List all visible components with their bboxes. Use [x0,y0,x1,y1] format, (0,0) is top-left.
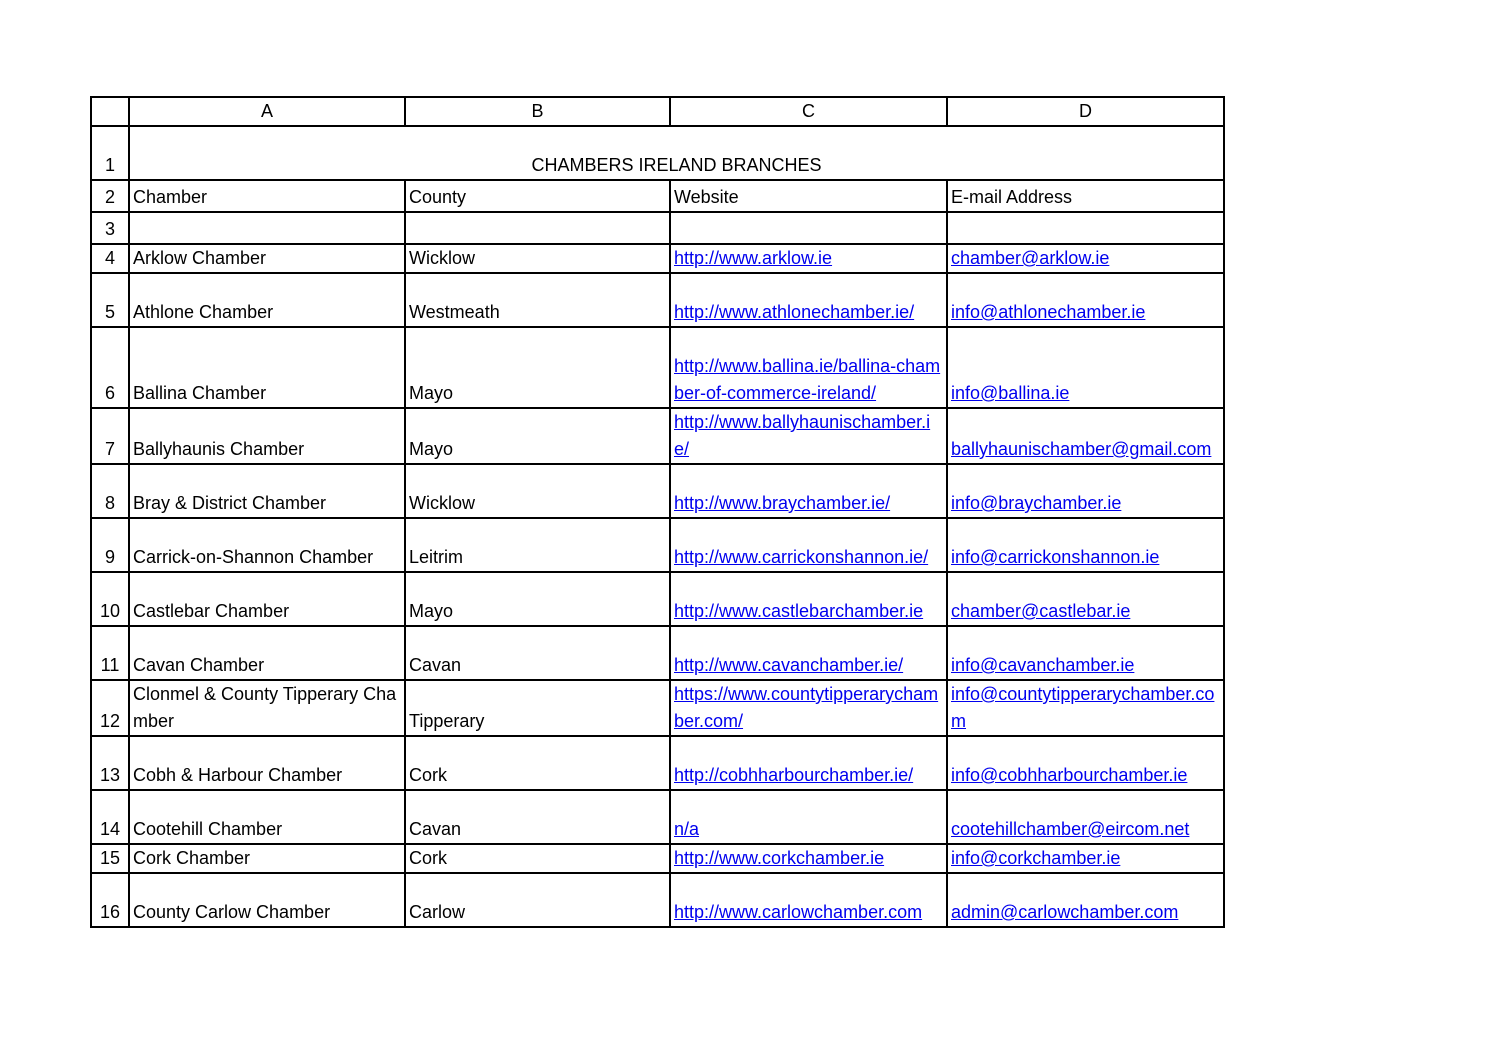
empty-cell[interactable] [129,212,405,244]
email-cell [947,244,1224,273]
website-cell [670,680,947,736]
chamber-cell-text: County Carlow Chamber [133,902,331,922]
table-row [91,273,1224,327]
county-cell[interactable] [405,736,670,790]
county-cell[interactable] [405,464,670,518]
table-row [91,572,1224,626]
county-cell[interactable] [405,518,670,572]
email-link[interactable]: chamber@arklow.ie [951,248,1110,268]
county-cell-text: Cavan [409,819,462,839]
chamber-cell[interactable] [129,873,405,927]
website-link[interactable]: n/a [674,819,700,839]
email-cell [947,273,1224,327]
email-cell [947,518,1224,572]
email-link[interactable]: info@carrickonshannon.ie [951,547,1160,567]
email-link[interactable]: info@braychamber.ie [951,493,1122,513]
email-cell [947,626,1224,680]
county-cell-text: Cork [409,765,448,785]
empty-cell[interactable] [670,212,947,244]
website-link[interactable]: http://www.castlebarchamber.ie [674,601,924,621]
chamber-cell-text: Athlone Chamber [133,302,274,322]
chamber-cell[interactable] [129,572,405,626]
chamber-cell-text: Ballina Chamber [133,383,267,403]
email-cell [947,408,1224,464]
chamber-cell[interactable] [129,790,405,844]
website-cell [670,873,947,927]
table-row [91,518,1224,572]
table-row [91,680,1224,736]
column-header-b[interactable]: B [405,97,670,126]
chamber-cell-text: Clonmel & County Tipperary Chamber [133,684,397,731]
corner-cell[interactable] [91,97,129,126]
county-cell[interactable] [405,327,670,408]
email-link[interactable]: ballyhaunischamber@gmail.com [951,439,1212,459]
row-number[interactable]: 10 [91,572,129,626]
row-number[interactable]: 14 [91,790,129,844]
chamber-cell[interactable] [129,327,405,408]
county-cell[interactable] [405,273,670,327]
county-cell-text: Tipperary [409,711,485,731]
row-number[interactable]: 1 [91,126,129,180]
table-row [91,626,1224,680]
county-cell-text: Cavan [409,655,462,675]
chamber-cell[interactable] [129,273,405,327]
website-link[interactable]: http://www.carlowchamber.com [674,902,923,922]
row-number[interactable]: 12 [91,680,129,736]
row-number[interactable]: 9 [91,518,129,572]
page-title: CHAMBERS IRELAND BRANCHES [129,126,1224,180]
website-link[interactable]: http://www.cavanchamber.ie/ [674,655,904,675]
data-rows [91,244,1224,927]
email-link[interactable]: info@cavanchamber.ie [951,655,1135,675]
chamber-cell-text: Arklow Chamber [133,248,267,268]
chamber-cell[interactable] [129,408,405,464]
chamber-cell-text: Bray & District Chamber [133,493,327,513]
row-number[interactable]: 5 [91,273,129,327]
website-link[interactable]: http://cobhharbourchamber.ie/ [674,765,914,785]
county-cell-text: Wicklow [409,248,475,268]
chamber-cell[interactable] [129,518,405,572]
website-link[interactable]: http://www.carrickonshannon.ie/ [674,547,929,567]
county-cell[interactable] [405,572,670,626]
empty-cell[interactable] [405,212,670,244]
column-header-d[interactable]: D [947,97,1224,126]
chamber-cell-text: Cootehill Chamber [133,819,283,839]
title-row [91,126,1224,180]
chamber-cell[interactable] [129,626,405,680]
row-number[interactable]: 11 [91,626,129,680]
county-cell[interactable] [405,873,670,927]
email-cell [947,736,1224,790]
row-number[interactable]: 3 [91,212,129,244]
county-cell-text: Cork [409,848,448,868]
website-cell [670,736,947,790]
website-cell [670,790,947,844]
county-cell-text: Mayo [409,439,454,459]
row-number[interactable]: 7 [91,408,129,464]
website-link[interactable]: http://www.ballyhaunischamber.ie/ [674,412,931,459]
website-cell [670,518,947,572]
table-row [91,244,1224,273]
email-cell [947,327,1224,408]
email-link[interactable]: info@corkchamber.ie [951,848,1121,868]
email-cell [947,873,1224,927]
county-cell-text: Mayo [409,383,454,403]
table-row [91,873,1224,927]
email-cell [947,844,1224,873]
email-link[interactable]: cootehillchamber@eircom.net [951,819,1190,839]
website-link[interactable]: http://www.arklow.ie [674,248,833,268]
empty-row [91,212,1224,244]
website-cell [670,464,947,518]
website-link[interactable]: http://www.ballina.ie/ballina-chamber-of-commerce-ireland/ [674,356,941,403]
email-link[interactable]: info@athlonechamber.ie [951,302,1146,322]
table-row [91,790,1224,844]
header-email: E-mail Address [947,180,1224,212]
chamber-cell[interactable] [129,244,405,273]
row-number[interactable]: 4 [91,244,129,273]
chamber-cell-text: Ballyhaunis Chamber [133,439,305,459]
chamber-cell-text: Cobh & Harbour Chamber [133,765,343,785]
table-row [91,844,1224,873]
row-number[interactable]: 8 [91,464,129,518]
header-row [91,180,1224,212]
chamber-cell[interactable] [129,844,405,873]
county-cell-text: Wicklow [409,493,475,513]
county-cell[interactable] [405,680,670,736]
county-cell[interactable] [405,844,670,873]
county-cell-text: Westmeath [409,302,500,322]
email-cell [947,680,1224,736]
chamber-cell[interactable] [129,736,405,790]
website-link[interactable]: http://www.corkchamber.ie [674,848,885,868]
empty-cell[interactable] [947,212,1224,244]
website-cell [670,844,947,873]
county-cell-text: Leitrim [409,547,464,567]
email-cell [947,790,1224,844]
county-cell-text: Mayo [409,601,454,621]
table-row [91,408,1224,464]
county-cell-text: Carlow [409,902,466,922]
chamber-cell-text: Carrick-on-Shannon Chamber [133,547,374,567]
chamber-cell-text: Castlebar Chamber [133,601,290,621]
email-link[interactable]: info@countytipperarychamber.com [951,684,1215,731]
website-cell [670,244,947,273]
chamber-cell[interactable] [129,464,405,518]
chamber-cell[interactable] [129,680,405,736]
website-cell [670,273,947,327]
header-chamber: Chamber [129,180,405,212]
county-cell[interactable] [405,408,670,464]
website-cell [670,408,947,464]
row-number[interactable]: 6 [91,327,129,408]
chamber-cell-text: Cork Chamber [133,848,251,868]
email-link[interactable]: info@cobhharbourchamber.ie [951,765,1188,785]
website-cell [670,626,947,680]
website-cell [670,327,947,408]
email-cell [947,572,1224,626]
table-row [91,736,1224,790]
row-number[interactable]: 16 [91,873,129,927]
county-cell[interactable] [405,790,670,844]
website-cell [670,572,947,626]
row-number[interactable]: 15 [91,844,129,873]
chamber-cell-text: Cavan Chamber [133,655,265,675]
county-cell[interactable] [405,626,670,680]
column-header-row [91,97,1224,126]
row-number[interactable]: 13 [91,736,129,790]
header-county: County [405,180,670,212]
email-link[interactable]: admin@carlowchamber.com [951,902,1179,922]
table-row [91,327,1224,408]
column-header-a[interactable]: A [129,97,405,126]
table-row [91,464,1224,518]
header-website: Website [670,180,947,212]
email-link[interactable]: chamber@castlebar.ie [951,601,1131,621]
row-number[interactable]: 2 [91,180,129,212]
website-link[interactable]: http://www.athlonechamber.ie/ [674,302,915,322]
email-cell [947,464,1224,518]
website-link[interactable]: http://www.braychamber.ie/ [674,493,891,513]
website-link[interactable]: https://www.countytipperarychamber.com/ [674,684,939,731]
county-cell[interactable] [405,244,670,273]
email-link[interactable]: info@ballina.ie [951,383,1070,403]
spreadsheet-table [90,96,1225,928]
column-header-c[interactable]: C [670,97,947,126]
